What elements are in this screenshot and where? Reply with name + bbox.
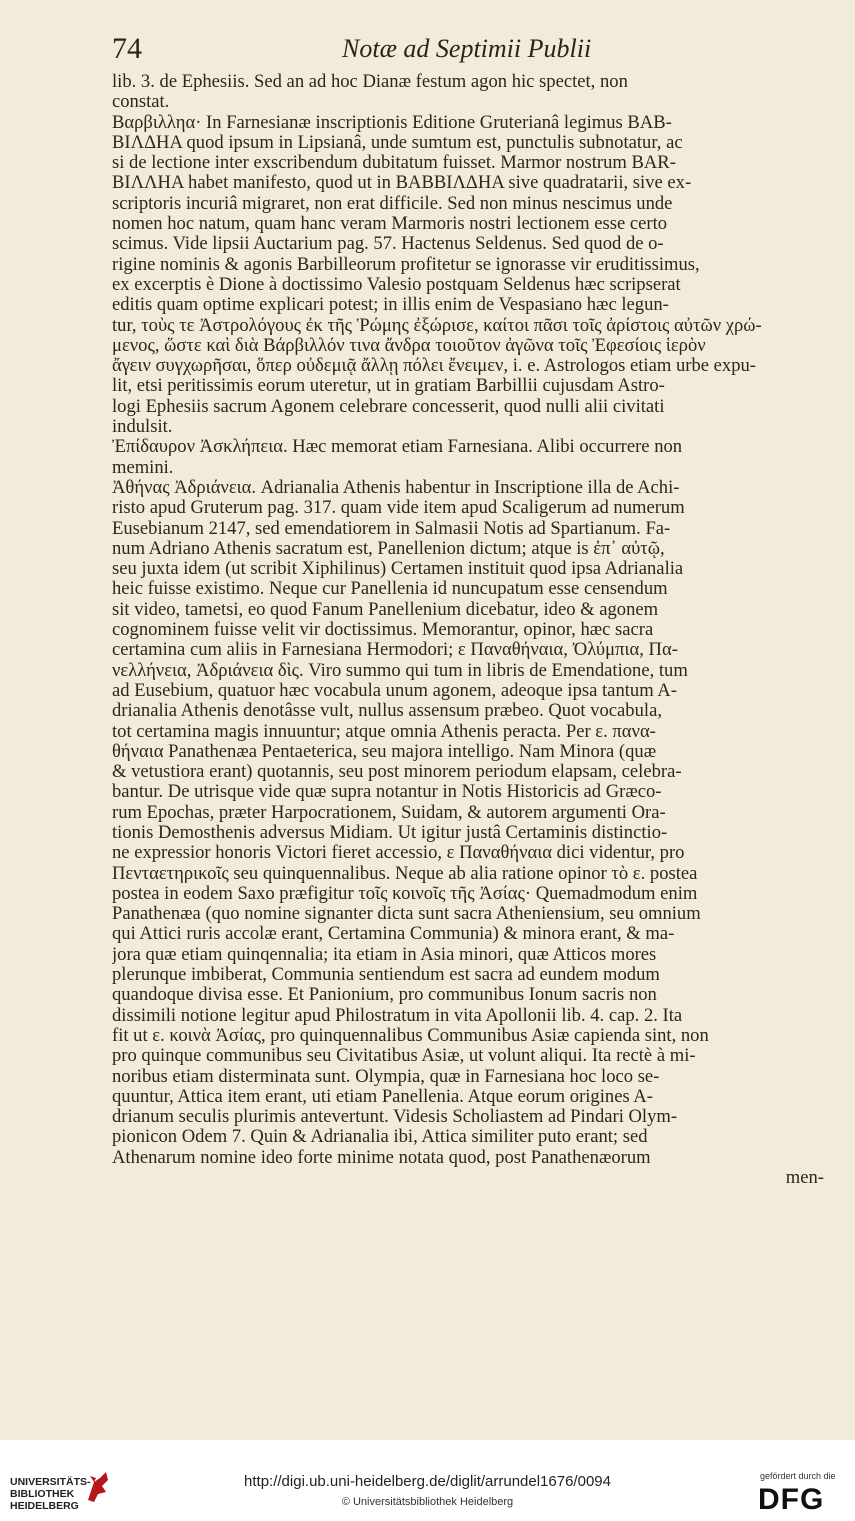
- text-line: nomen hoc natum, quam hanc veram Marmoris nostri lectionem esse certo: [112, 214, 668, 235]
- text-line: tionis Demosthenis adversus Midiam. Ut igitur justâ Certaminis distinctio-: [112, 822, 668, 843]
- text-line: sit video, tametsi, eo quod Fanum Panellenium dicebatur, ideo & agonem: [112, 599, 659, 620]
- text-line: plerunque imbiberat, Communia sentiendum est sacra ad eundem modum: [112, 965, 660, 986]
- permalink-url[interactable]: http://digi.ub.uni-heidelberg.de/diglit/arrundel1676/0094: [244, 1473, 611, 1490]
- text-line: certamina cum aliis in Farnesiana Hermodori; ε Παναθήναια, Ὀλύμπια, Πα-: [112, 640, 678, 661]
- text-line: rum Epochas, præter Harpocrationem, Suidam, & autorem argumenti Ora-: [112, 802, 666, 823]
- text-line: tur, τοὺς τε Ἀστρολόγους ἐκ τῆς Ῥώμης ἐξώρισε, καίτοι πᾶσι τοῖς ἀρίστοις αὐτῶν χρώ-: [112, 315, 762, 336]
- text-line: Βαρβιλληα· In Farnesianæ inscriptionis Editione Gruterianâ legimus BAB-: [112, 112, 672, 133]
- text-line: drianalia Athenis denotâsse vult, nullus assensum præbeo. Quot vocabula,: [112, 701, 662, 722]
- text-line: jora quæ etiam quinqennalia; ita etiam in Asia minori, quæ Atticos mores: [112, 944, 657, 965]
- text-line: memini.: [112, 457, 174, 478]
- text-line: cognominem fuisse velit vir doctissimus. Memorantur, opinor, hæc sacra: [112, 620, 654, 641]
- dfg-logo: DFG: [758, 1483, 825, 1516]
- text-line: constat.: [112, 92, 170, 113]
- text-line: qui Attici ruris accolæ erant, Certamina Communia) & minora erant, & ma-: [112, 924, 675, 945]
- text-line: fit ut ε. κοινὰ Ἀσίας, pro quinquennalibus Communibus Asiæ capienda sint, non: [112, 1025, 709, 1046]
- text-line: Athenarum nomine ideo forte minime notata quod, post Panathenæorum: [112, 1147, 651, 1168]
- text-line: pro quinque communibus seu Civitatibus Asiæ, ut volunt aliqui. Ita rectè à mi-: [112, 1046, 696, 1067]
- text-line: νελλήνεια, Ἀδριάνεια δὶς. Viro summo qui tum in libris de Emendatione, tum: [112, 660, 688, 681]
- text-line: dissimili notione legitur apud Philostratum in vita Apollonii lib. 4. cap. 2. Ita: [112, 1005, 683, 1026]
- text-line: lit, etsi peritissimis eorum uteretur, ut in gratiam Barbillii cujusdam Astro-: [112, 376, 665, 397]
- text-line: BIΛΛHA habet manifesto, quod ut in BABBIΛΔHA sive quadratarii, sive ex-: [112, 173, 692, 194]
- page-number: 74: [112, 32, 142, 65]
- text-line: BIΛΔHA quod ipsum in Lipsianâ, unde sumtum est, punctulis subnotatur, ac: [112, 132, 683, 153]
- text-line: num Adriano Athenis sacratum est, Panellenion dictum; atque is ἐπ᾽ αὐτῷ,: [112, 538, 665, 559]
- text-line: tot certamina magis innuuntur; atque omnia Athenis peracta. Per ε. πανα-: [112, 721, 656, 742]
- text-line: ex excerptis è Dione à doctissimo Valesio postquam Seldenus hæc scripserat: [112, 274, 681, 295]
- text-line: ad Eusebium, quatuor hæc vocabula unum agonem, adeoque ipsa tantum A-: [112, 680, 677, 701]
- text-line: Eusebianum 2147, sed emendatiorem in Salmasii Notis ad Spartianum. Fa-: [112, 518, 671, 539]
- text-line: pionicon Odem 7. Quin & Adrianalia ibi, Attica similiter puto erant; sed: [112, 1127, 648, 1148]
- funder-label: gefördert durch die: [760, 1471, 836, 1481]
- text-line: heic fuisse existimo. Neque cur Panellenia id nuncupatum esse censendum: [112, 579, 668, 600]
- text-line: Πενταετηρικοῖς seu quinquennalibus. Neque ab alia ratione opinor τὸ ε. postea: [112, 863, 698, 884]
- text-line: bantur. De utrisque vide quæ supra notantur in Notis Historicis ad Græco-: [112, 782, 662, 803]
- text-line: logi Ephesiis sacrum Agonem celebrare concesserit, quod nulli alii civitati: [112, 396, 665, 417]
- text-line: lib. 3. de Ephesiis. Sed an ad hoc Dianæ festum agon hic spectet, non: [112, 72, 628, 92]
- text-line: rigine nominis & agonis Barbilleorum profitetur se ignorasse vir eruditissimus,: [112, 254, 700, 275]
- text-line: editis quam optime explicari potest; in illis enim de Vespasiano hæc legun-: [112, 295, 669, 316]
- text-line: quandoque divisa esse. Et Panionium, pro communibus Ionum sacris non: [112, 985, 657, 1006]
- text-line: ἄγειν συγχωρῆσαι, ὅπερ οὐδεμιᾷ ἄλλῃ πόλει ἔνειμεν, i. e. Astrologos etiam urbe expu-: [112, 356, 756, 377]
- text-line: ne expressior honoris Victori fieret accessio, ε Παναθήναια dici videntur, pro: [112, 843, 685, 864]
- text-line: indulsit.: [112, 417, 173, 438]
- running-title: Notæ ad Septimii Publii: [342, 34, 592, 63]
- text-line: risto apud Gruterum pag. 317. quam vide item apud Scaligerum ad numerum: [112, 498, 685, 519]
- text-line: scimus. Vide lipsii Auctarium pag. 57. Hactenus Seldenus. Sed quod de o-: [112, 234, 664, 255]
- text-line: Ἐπίδαυρον Ἀσκλήπεια. Hæc memorat etiam Farnesiana. Alibi occurrere non: [112, 437, 683, 458]
- text-line: quuntur, Attica item erant, uti etiam Panellenia. Atque eorum origines A-: [112, 1086, 653, 1107]
- text-line: postea in eodem Saxo præfigitur τοῖς κοινοῖς τῆς Ἀσίας· Quemadmodum enim: [112, 883, 698, 904]
- catchword: men-: [785, 1168, 824, 1189]
- text-line: si de lectione inter exscribendum dubitatum fuisset. Marmor nostrum BAR-: [112, 153, 676, 174]
- text-line: noribus etiam disterminata sunt. Olympia, quæ in Farnesiana hoc loco se-: [112, 1066, 660, 1087]
- text-line: seu juxta idem (ut scribit Xiphilinus) Certamen instituit quod ipsa Adrianalia: [112, 559, 684, 580]
- library-logo-line: UNIVERSITÄTS-: [10, 1476, 91, 1488]
- copyright-notice: © Universitätsbibliothek Heidelberg: [341, 1496, 514, 1508]
- body-text: [112, 72, 824, 1188]
- text-line: scriptoris incuriâ migraret, non erat difficile. Sed non minus nescimus unde: [112, 193, 673, 214]
- text-line: Panathenæa (quo nomine signanter dicta sunt sacra Atheniensium, seu omnium: [112, 904, 701, 925]
- text-line: θήναια Panathenæa Pentaeterica, seu majora intelligo. Nam Minora (quæ: [112, 741, 657, 762]
- page-header: [112, 32, 822, 72]
- text-line: μενος, ὥστε καὶ διὰ Βάρβιλλόν τινα ἄνδρα τοιοῦτον ἀγῶνα τοῖς Ἐφεσίοις ἱερὸν: [112, 335, 706, 356]
- text-line: Ἀθήνας Ἀδριάνεια. Adrianalia Athenis habentur in Inscriptione illa de Achi-: [112, 477, 680, 498]
- library-logo-line: BIBLIOTHEK: [10, 1488, 75, 1500]
- text-line: drianum seculis plurimis antevertunt. Videsis Scholiastem ad Pindari Olym-: [112, 1107, 678, 1128]
- library-logo-line: HEIDELBERG: [10, 1500, 79, 1512]
- text-line: & vetustiora erant) quotannis, seu post minorem periodum elapsam, celebra-: [112, 762, 682, 783]
